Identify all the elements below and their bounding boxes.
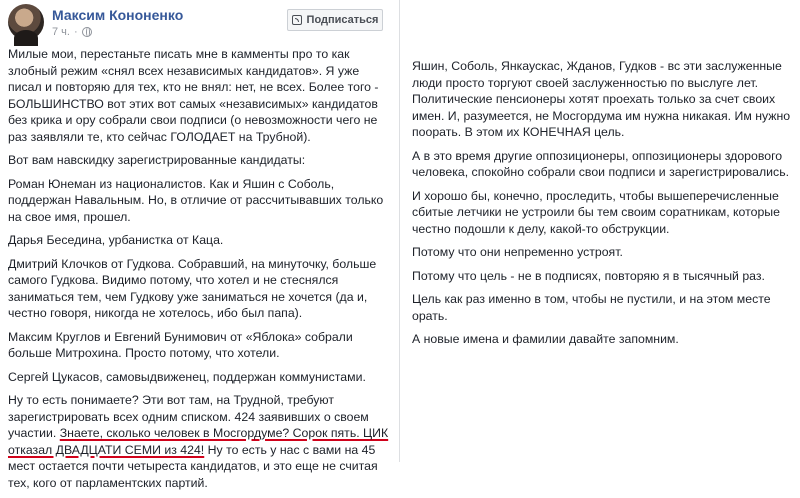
paragraph: Максим Круглов и Евгений Бунимович от «Яблока» собрали больше Митрохина. Просто потому, что хотели. xyxy=(8,329,353,360)
text-segment: Ну то есть у нас с вами на 45 мест остается почти четыреста кандидатов, и это еще не считая тех, кого от парламентских партий. xyxy=(8,442,378,490)
post-body-left xyxy=(8,46,396,498)
paragraph: Цель как раз именно в том, чтобы не пустили, и на этом месте орать. xyxy=(412,292,771,323)
post-left-column xyxy=(0,0,400,490)
post-header xyxy=(0,0,400,44)
paragraph: Роман Юнеман из националистов. Как и Яшин с Соболь, поддержан Навальным. Но, в отличие от рассчитывавших только на свое имя, прошел. xyxy=(8,176,384,224)
paragraph: А новые имена и фамилии давайте запомним. xyxy=(412,332,679,346)
paragraph: Потому что цель - не в подписях, повторяю я в тысячный раз. xyxy=(412,268,765,283)
subscribe-button[interactable] xyxy=(287,9,383,31)
post-meta xyxy=(52,26,92,38)
paragraph: Милые мои, перестаньте писать мне в камменты про то как злобный режим «снял всех независимых кандидатов». Я уже писал и повторяю для тех, кто не внял: нет, не всех. Более того - БОЛЬШИНСТВО вот этих вот самых «независимых» кандидатов без крика и ору собрали свои подписи (о невозможности чего не раз заявляли те, кто сейчас ГОЛОДАЕТ на Трубной). xyxy=(8,47,379,144)
paragraph-last xyxy=(8,392,396,491)
paragraph: Дарья Беседина, урбанистка от Каца. xyxy=(8,233,224,247)
paragraph: А в это время другие оппозиционеры, оппозиционеры здорового человека, спокойно собрали свои подписи и зарегистрировались. xyxy=(412,148,790,179)
separator-dot: · xyxy=(73,26,78,38)
globe-icon xyxy=(82,27,92,37)
paragraph: Потому что они непременно устроят. xyxy=(412,245,623,259)
paragraph: Сергей Цукасов, самовыдвиженец, поддержан коммунистами. xyxy=(8,369,366,384)
author-name[interactable]: Максим Кононенко xyxy=(52,7,184,23)
paragraph: Вот вам навскидку зарегистрированные кандидаты: xyxy=(8,153,306,167)
paragraph: Дмитрий Клочков от Гудкова. Собравший, на минуточку, больше самого Гудкова. Видимо потому, что хотел и не стеснялся заниматься тем, чем Гудкову уже заниматься не хочется (да и, честно говоря, никогда не хотелось, ибо был папа). xyxy=(8,256,377,320)
post-body-right xyxy=(412,58,792,355)
paragraph: Яшин, Соболь, Янкаускас, Жданов, Гудков - вс эти заслуженные люди просто торгуют своей заслуженностью по выслуге лет. Политические пенсионеры хотят проехать только за счет своих имен. И, разумеется, не Мосгордума им нужна никакая. Им нужно поорать. В этом их КОНЕЧНАЯ цель. xyxy=(412,59,791,139)
underlined-text: Знаете, сколько человек в Мосгордуме? Сорок пять. ЦИК отказал ДВАДЦАТИ СЕМИ из 424! xyxy=(8,426,389,457)
subscribe-label: Подписаться xyxy=(306,14,379,26)
rss-icon xyxy=(292,15,302,25)
post-time[interactable]: 7 ч. xyxy=(52,26,70,38)
paragraph: И хорошо бы, конечно, проследить, чтобы вышеперечисленные сбитые летчики не устроили бы тем своим соратникам, которые честно подошли к делу, какой-то обструкции. xyxy=(412,188,780,236)
text-segment: Ну то есть понимаете? Эти вот там, на Трудной, требуют зарегистрировать всех одним списком. 424 заявивших о своем участии. xyxy=(8,393,369,440)
avatar[interactable] xyxy=(8,4,44,40)
